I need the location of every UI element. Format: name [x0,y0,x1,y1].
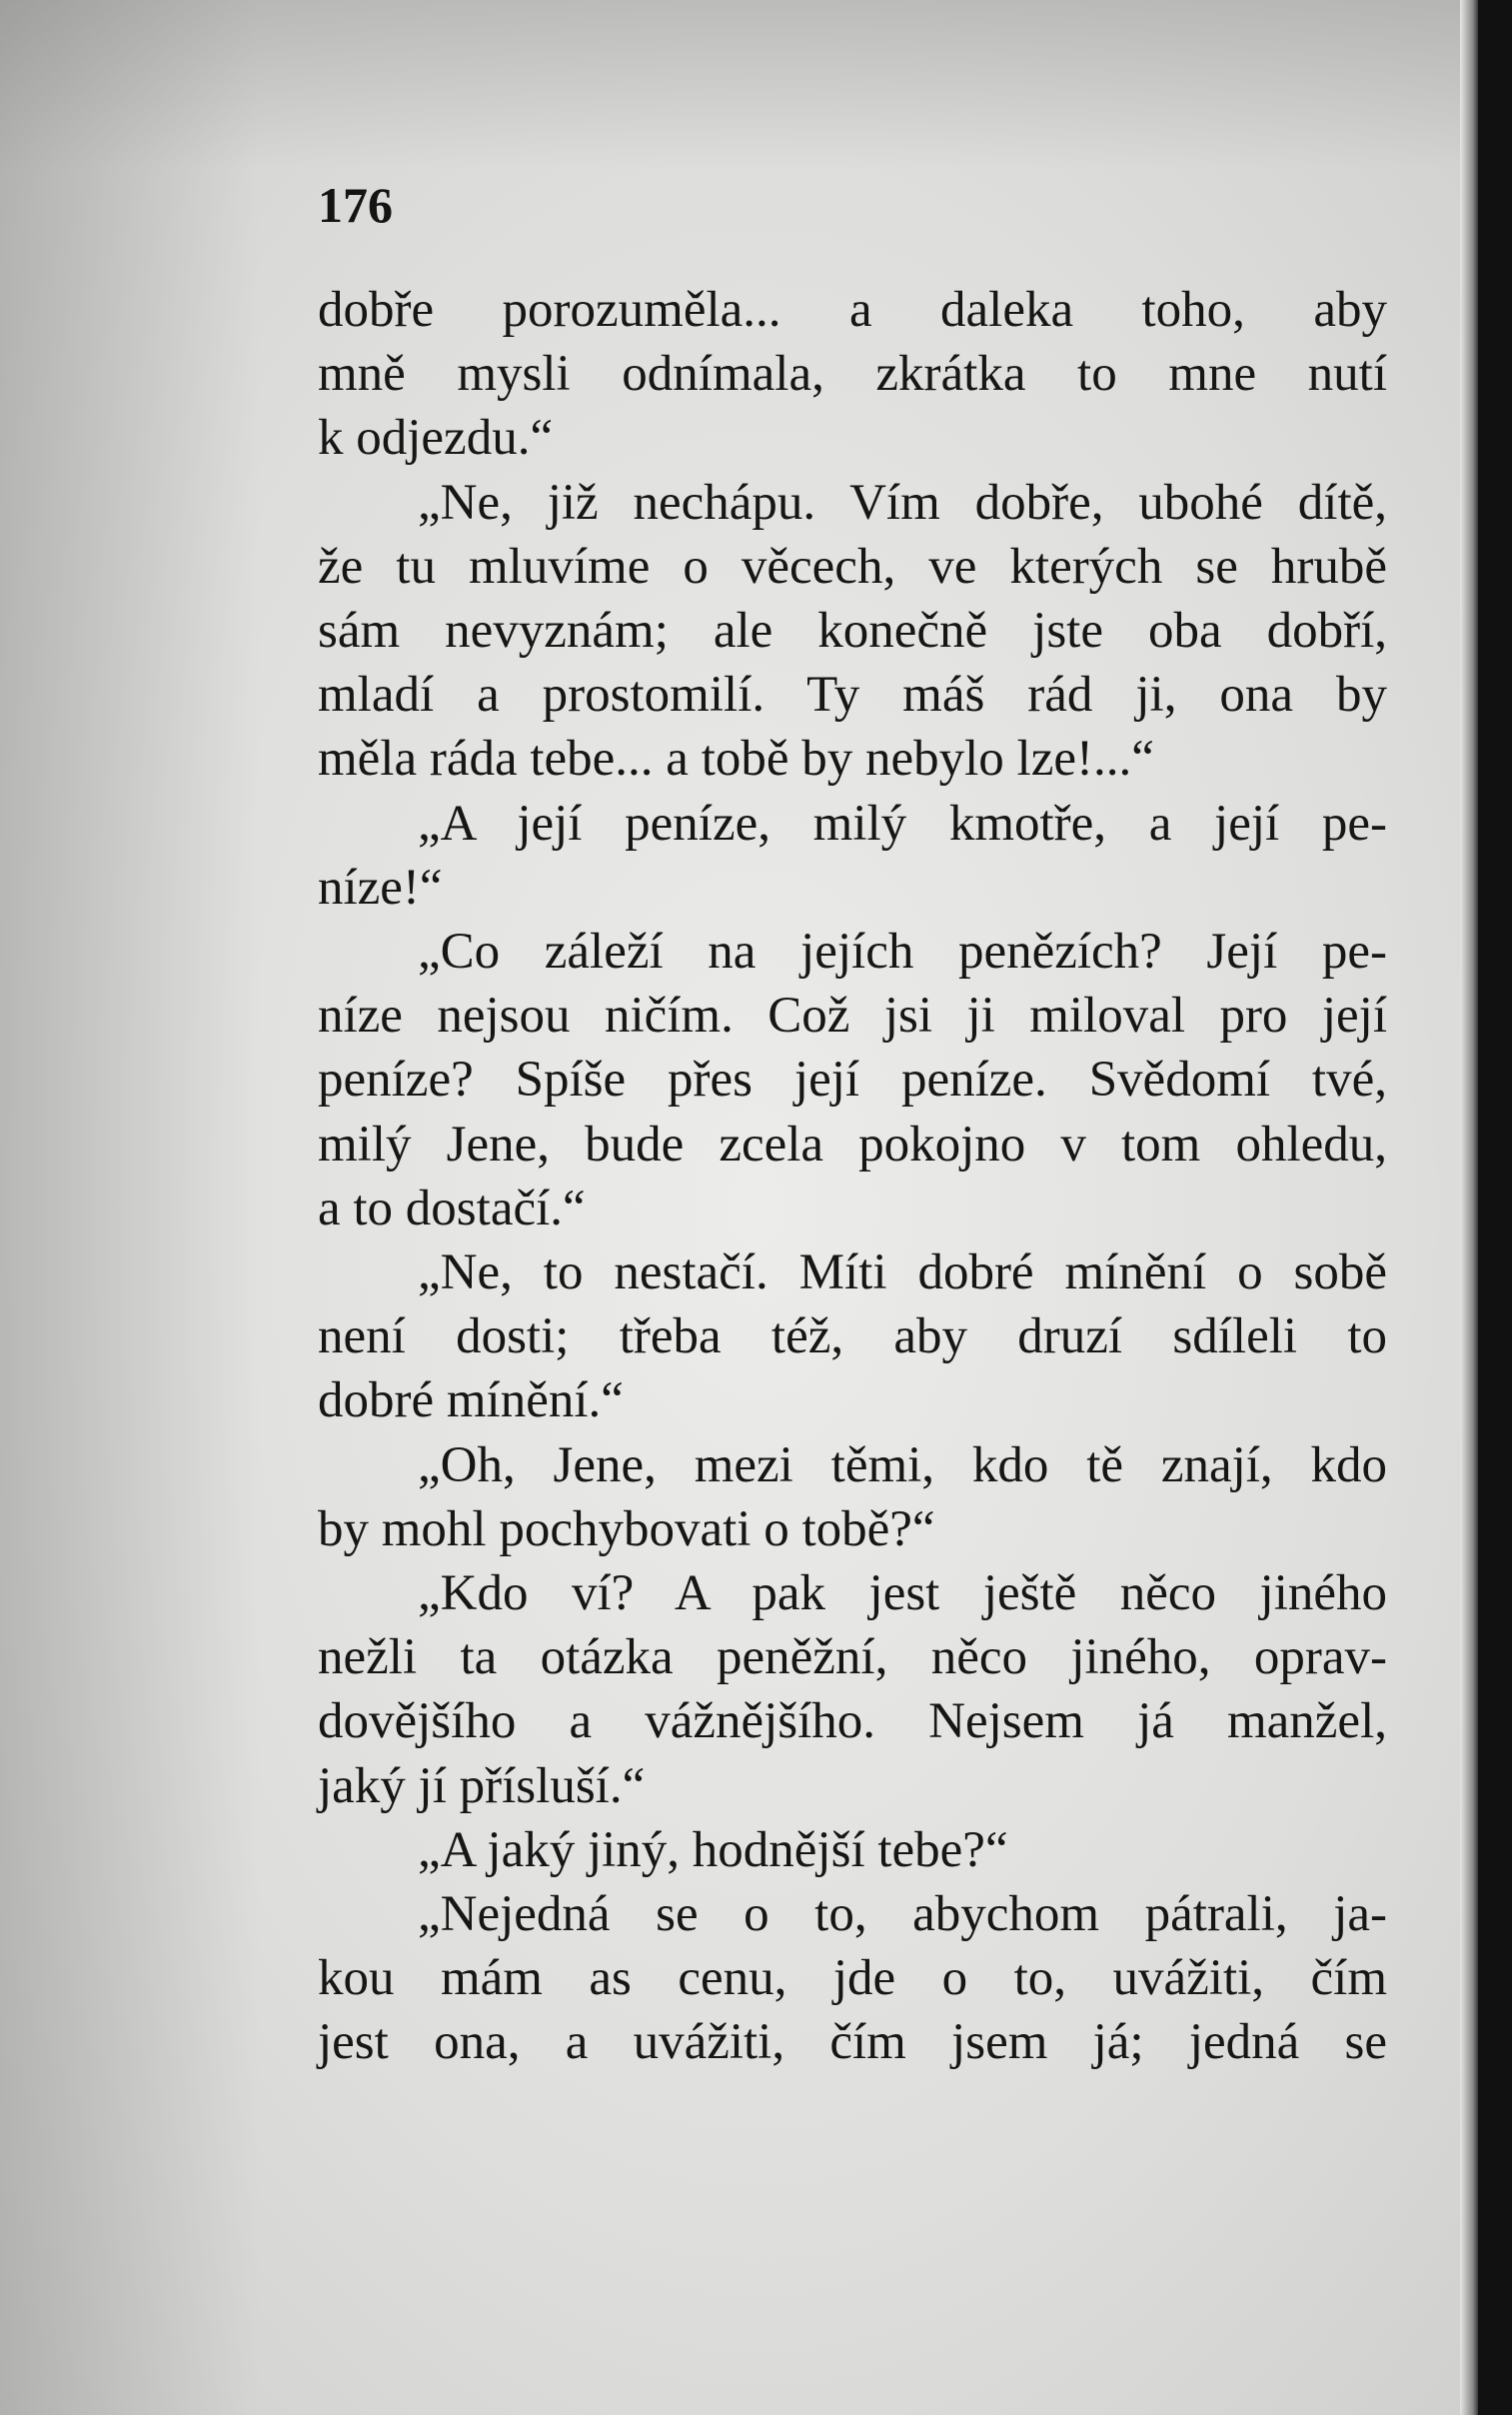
text-line: peníze? Spíše přes její peníze. Svědomí tvé, [318,1052,1387,1109]
scan-shadow-left [0,0,260,2415]
text-line: dobře porozuměla... a daleka toho, aby [318,282,1387,338]
text-line: a to dostačí.“ [318,1180,586,1236]
text-line: „Oh, Jene, mezi těmi, kdo tě znají, kdo [418,1436,1387,1493]
text-line: dobré mínění.“ [318,1372,624,1429]
text-line: mladí a prostomilí. Ty máš rád ji, ona by [318,667,1387,724]
text-line: nežli ta otázka peněžní, něco jiného, oprav- [318,1629,1387,1686]
text-line: „Kdo ví? A pak jest ještě něco jiného [418,1565,1387,1622]
text-line: měla ráda tebe... a tobě by nebylo lze!...“ [318,731,1154,788]
text-line: jest ona, a uvážiti, čím jsem já; jedná se [318,2014,1387,2071]
text-line: „A jaký jiný, hodnější tebe?“ [418,1821,1008,1878]
text-line: „Ne, to nestačí. Míti dobré mínění o sobě [418,1244,1387,1301]
text-line: „Co záleží na jejích penězích? Její pe- [418,924,1387,981]
text-line: „Nejedná se o to, abychom pátrali, ja- [418,1886,1387,1943]
text-line: jaký jí přísluší.“ [318,1757,646,1814]
text-line: níze nejsou ničím. Což jsi ji miloval pro její [318,988,1387,1045]
page-gutter [1460,0,1478,2415]
text-line: k odjezdu.“ [318,410,554,467]
page-number: 176 [318,177,393,233]
text-line: „Ne, již nechápu. Vím dobře, ubohé dítě, [418,474,1387,531]
text-line: není dosti; třeba též, aby druzí sdíleli to [318,1308,1387,1365]
text-line: níze!“ [318,859,443,916]
text-line: sám nevyznám; ale konečně jste oba dobří, [318,603,1387,660]
text-line: by mohl pochybovati o tobě?“ [318,1500,935,1557]
text-line: mně mysli odnímala, zkrátka to mne nutí [318,346,1387,403]
text-line: kou mám as cenu, jde o to, uvážiti, čím [318,1950,1387,2007]
body-text [318,278,1387,2075]
text-line: „A její peníze, milý kmotře, a její pe- [418,795,1387,852]
text-line: milý Jene, bude zcela pokojno v tom ohledu, [318,1116,1387,1173]
text-line: dovějšího a vážnějšího. Nejsem já manžel, [318,1693,1387,1750]
text-line: že tu mluvíme o věcech, ve kterých se hrubě [318,538,1387,595]
scan-border-right [1478,0,1512,2415]
